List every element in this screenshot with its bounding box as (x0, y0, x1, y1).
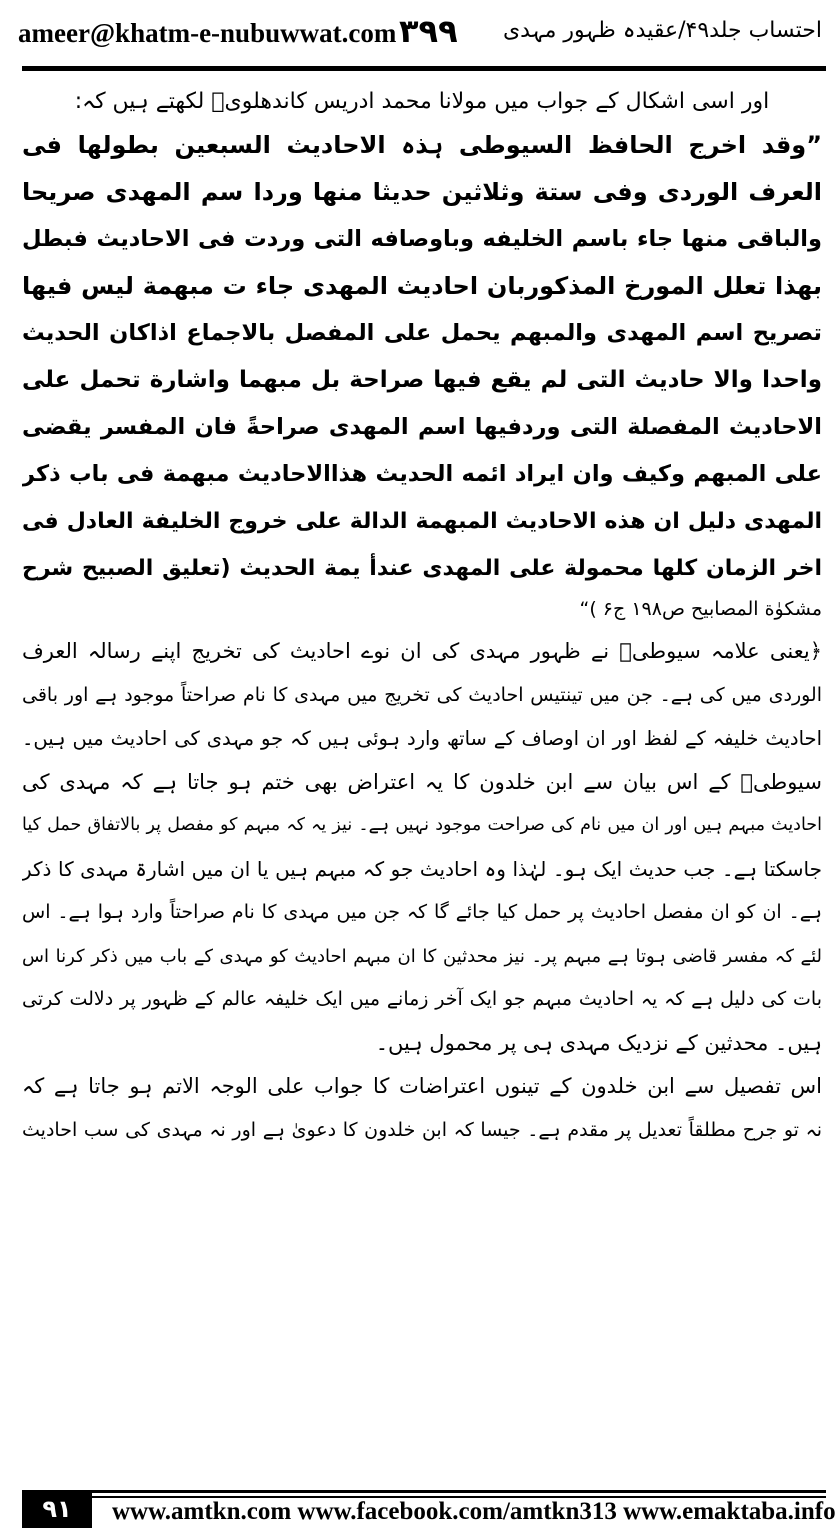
urdu-line: جاسکتا ہے۔ جب حدیث ایک ہو۔ لہٰذا وہ احادیث جو کہ مبہم ہیں یا ان میں اشارۃ مہدی کا ذکر (22, 856, 822, 881)
arabic-line: المهدی دلیل ان هذه الاحادیث المبهمة الدالة علی خروج الخلیفة العادل فی (22, 509, 822, 534)
urdu-line: ﴿یعنی علامہ سیوطیؒ نے ظہور مہدی کی ان نوے احادیث کی تخریج اپنے رسالہ العرف (22, 639, 822, 663)
arabic-line: والباقی منها جاء باسم الخلیفه وباوصافه التی وردت فی الاحادیث فبطل (22, 226, 822, 252)
footer-rule (92, 1490, 826, 1493)
arabic-line: واحدا والا حادیث التی لم یقع فیها صراحة بل مبهما واشارة تحمل علی (22, 367, 822, 393)
intro-line: اور اسی اشکال کے جواب میں مولانا محمد ادریس کاندھلویؒ لکھتے ہیں کہ: (74, 89, 770, 114)
urdu-line: احادیث خلیفہ کے لفظ اور ان اوصاف کے ساتھ وارد ہوئی ہیں کہ جو مہدی کی احادیث میں ہیں۔ (22, 727, 822, 750)
header-page-number: ۳۹۹ (399, 12, 458, 50)
arabic-line: بهذا تعلل المورخ المذکوربان احادیث المهدی جاء ت مبهمة لیس فیها (22, 272, 822, 300)
arabic-line: اخر الزمان کلها محمولة علی المهدی عندأ یمة الحدیث (تعلیق الصبیح شرح (22, 556, 822, 581)
urdu-line: لئے کہ مفسر قاضی ہوتا ہے مبہم پر۔ نیز محدثین کا ان مبہم احادیث کو مہدی کے باب میں ذکر کرنا اس (22, 945, 822, 967)
page-body (22, 82, 822, 1152)
urdu-line: ہے۔ ان کو ان مفصل احادیث پر حمل کیا جائے گا کہ جن میں مہدی کا نام صراحتاً وارد ہوا ہے۔ اس (22, 901, 822, 923)
page-header (14, 14, 826, 58)
arabic-line: الاحادیث المفصلة التی وردفیها اسم المهدی صراحةً فان المفسر یقضی (22, 414, 822, 440)
urdu-translation (22, 630, 822, 1152)
header-title: احتساب جلد۴۹/عقیدہ ظہور مہدی (502, 18, 822, 43)
arabic-quote (22, 122, 822, 630)
urdu-line: اس تفصیل سے ابن خلدون کے تینوں اعتراضات کا جواب علی الوجہ الاتم ہو جاتا ہے کہ (22, 1074, 822, 1098)
urdu-line: ہیں۔ محدثین کے نزدیک مہدی ہی پر محمول ہیں۔ (375, 1030, 822, 1055)
urdu-line: نہ تو جرح مطلقاً تعدیل پر مقدم ہے۔ جیسا کہ ابن خلدون کا دعویٰ ہے اور نہ مہدی کی سب احادیث (22, 1118, 822, 1141)
arabic-line: علی المبهم وکیف وان ایراد ائمه الحدیث هذاالاحادیث مبهمة فی باب ذکر (22, 461, 822, 487)
arabic-line: ”وقد اخرج الحافظ السیوطی ہذہ الاحادیث السبعین بطولها فی (22, 131, 822, 159)
urdu-line: الوردی میں کی ہے۔ جن میں تینتیس احادیث کی تخریج میں مہدی کا نام صراحتاً موجود ہے اور باقی (22, 683, 822, 706)
arabic-line: العرف الوردی وفی ستة وثلاثین حدیثا منها وردا سم المهدی صریحا (22, 178, 822, 206)
header-email: ameer@khatm-e-nubuwwat.com (18, 18, 397, 48)
urdu-line: احادیث مبہم ہیں اور ان میں نام کی صراحت موجود نہیں ہے۔ نیز یہ کہ مبہم کو مفصل پر بالاتفاق حمل کیا (22, 815, 822, 835)
urdu-line: بات کی دلیل ہے کہ یہ احادیث مبہم جو ایک آخر زمانے میں ایک خلیفہ عالم کے ظہور پر دلالت کرتی (22, 988, 822, 1010)
urdu-line: سیوطیؒ کے اس بیان سے ابن خلدون کا یہ اعتراض بھی ختم ہو جاتا ہے کہ مہدی کی (22, 769, 822, 794)
arabic-line: تصریح اسم المهدی والمبهم یحمل علی المفصل بالاجماع اذاکان الحدیث (22, 320, 822, 346)
footer-urls: www.amtkn.com www.facebook.com/amtkn313 www.emaktaba.info (112, 1498, 836, 1525)
arabic-reference-line: مشکوٰة المصابیح ص۱۹۸ ج۶ )“ (579, 598, 822, 620)
header-rule (22, 66, 826, 71)
page-footer (14, 1488, 836, 1528)
footer-page-number: ۹۱ (22, 1490, 92, 1528)
